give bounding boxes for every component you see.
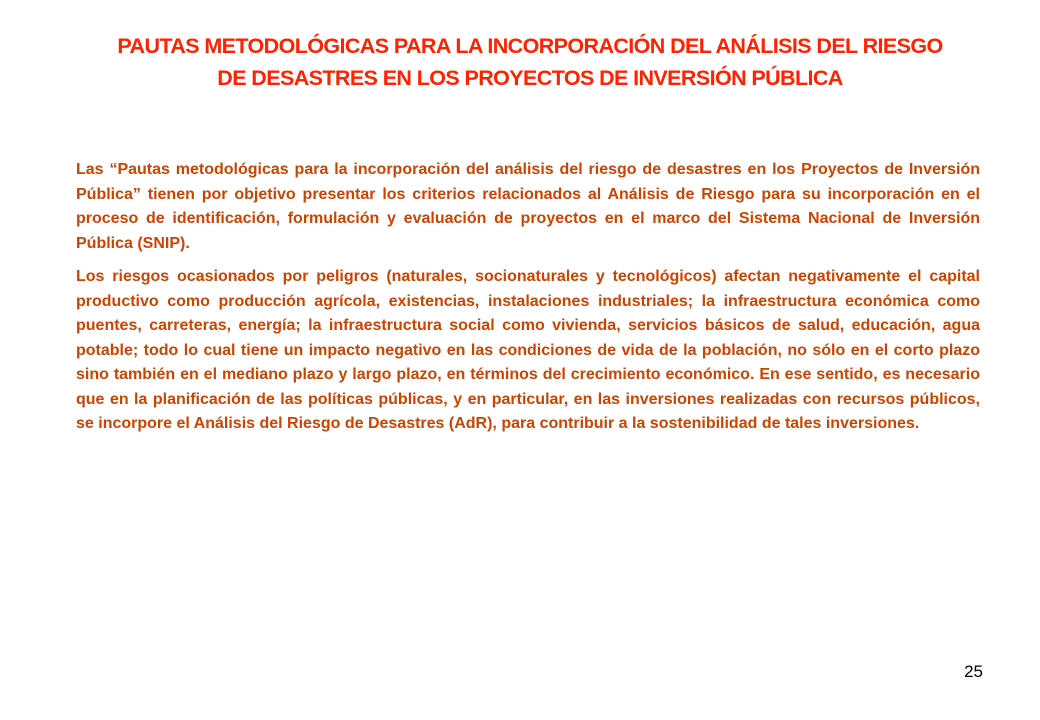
paragraph-objective: Las “Pautas metodológicas para la incorporación del análisis del riesgo de desastres en los Proyectos de Inversión Pública” tienen por objetivo presentar los criterios relacionados al Análisis de Riesgo para su incorporación en el proceso de identificación, formulación y evaluación de proyectos en el marco del Sistema Nacional de Inversión Pública (SNIP).: [76, 161, 980, 252]
slide-title-line-1: PAUTAS METODOLÓGICAS PARA LA INCORPORACIÓN DEL ANÁLISIS DEL RIESGO: [117, 34, 943, 58]
slide-title-line-2: DE DESASTRES EN LOS PROYECTOS DE INVERSIÓN PÚBLICA: [217, 66, 843, 90]
page-number: 25: [964, 662, 983, 681]
paragraph-risks: Los riesgos ocasionados por peligros (naturales, socionaturales y tecnológicos) afectan negativamente el capital productivo como producción agrícola, existencias, instalaciones industriales; la infraestructura económica como puentes, carreteras, energía; la infraestructura social como vivienda, servicios básicos de salud, educación, agua potable; todo lo cual tiene un impacto negativo en las condiciones de vida de la población, no sólo en el corto plazo sino también en el mediano plazo y largo plazo, en términos del crecimiento económico. En ese sentido, es necesario que en la planificación de las políticas públicas, y en particular, en las inversiones realizadas con recursos públicos, se incorpore el Análisis del Riesgo de Desastres (AdR), para contribuir a la sostenibilidad de tales inversiones.: [76, 268, 980, 432]
slide-body: [76, 158, 980, 446]
slide-title: [60, 30, 1000, 94]
